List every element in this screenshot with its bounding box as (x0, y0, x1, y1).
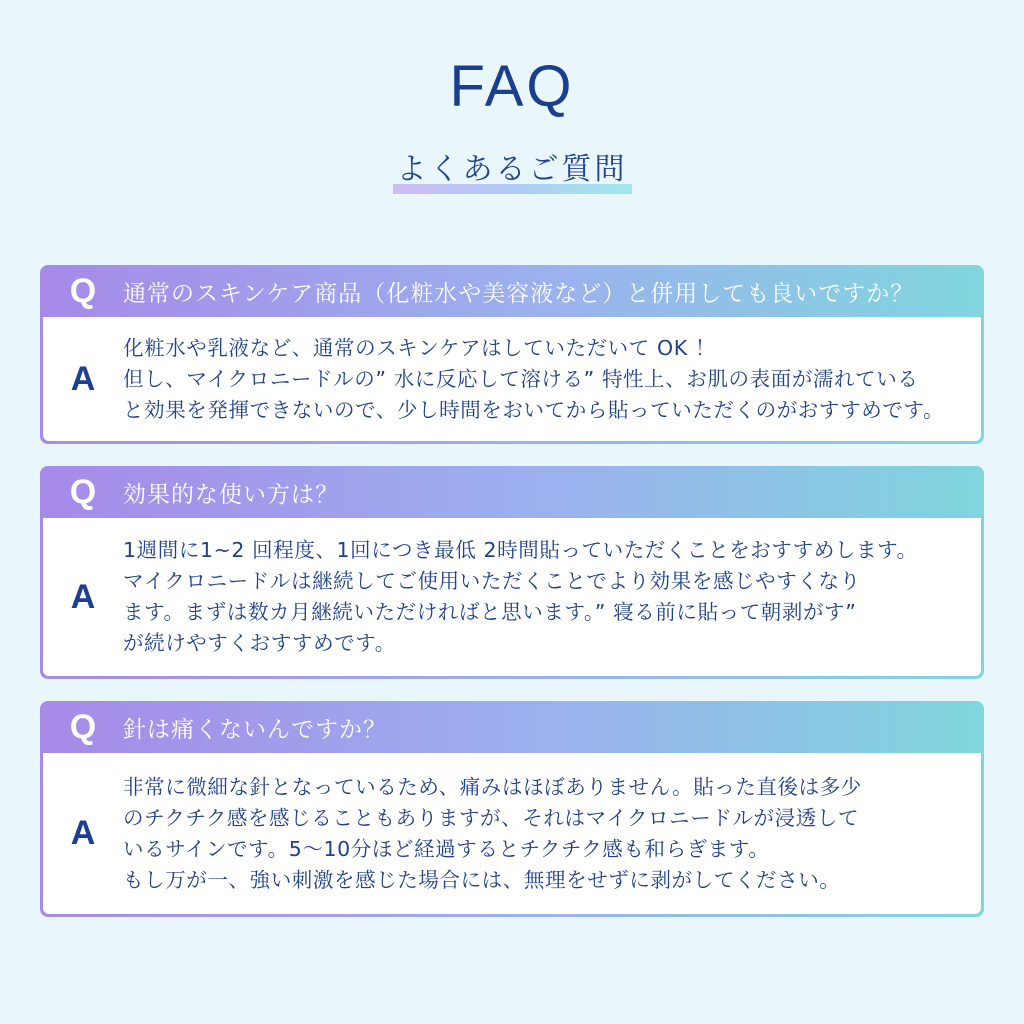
answer-mark-label: A (70, 359, 96, 398)
answer-line: のチクチク感を感じることもありますが、それはマイクロニードルが浸透して (123, 805, 860, 830)
answer-line: が続けやすくおすすめです。 (123, 631, 396, 655)
faq-answer-box (43, 317, 981, 441)
answer-mark-label: A (70, 814, 96, 852)
answer-line: 非常に微細な針となっているため、痛みはほぼありません。貼った直後は多少 (123, 774, 862, 799)
answer-line: と効果を発揮できないので、少し時間をおいてから貼っていただくのがおすすめです。 (123, 397, 945, 422)
question-mark-label: Q (69, 472, 97, 511)
faq-question-row (43, 466, 981, 518)
answer-line: ます。まずは数カ月継続いただければと思います。” 寝る前に貼って朝剥がす” (123, 600, 857, 624)
answer-mark-label: A (70, 577, 96, 616)
faq-answer (123, 772, 876, 896)
answer-line: 化粧水や乳液など、通常のスキンケアはしていただいて OK ！ (123, 335, 716, 360)
question-mark-label: Q (69, 707, 97, 746)
faq-item (40, 701, 984, 917)
faq-item (40, 466, 984, 679)
faq-question: 効果的な使い方は？ (123, 481, 339, 508)
faq-answer-box (43, 753, 981, 914)
faq-item (40, 265, 984, 444)
answer-line: 但し、マイクロニードルの” 水に反応して溶ける” 特性上、お肌の表面が濡れている (123, 366, 919, 391)
answer-line: マイクロニードルは継続してご使用いただくことでより効果を感じやすくなり (123, 569, 861, 593)
faq-question-row (43, 265, 981, 317)
faq-answer (123, 333, 958, 426)
page-title: FAQ (449, 54, 575, 119)
faq-answer (123, 535, 932, 659)
answer-line: 1週間に1~2 回程度、1回につき最低 2時間貼っていただくことをおすすめします。 (123, 538, 918, 562)
answer-line: いるサインです。5〜10分ほど経過するとチクチク感も和らぎます。 (123, 836, 770, 861)
faq-question: 針は痛くないんですか？ (123, 716, 387, 743)
page-subtitle: よくあるご質問 (393, 150, 632, 190)
answer-line: もし万が一、強い刺激を感じた場合には、無理をせずに剥がしてください。 (123, 867, 841, 892)
faq-answer-box (43, 518, 981, 676)
question-mark-label: Q (69, 271, 97, 310)
faq-question: 通常のスキンケア商品（化粧水や美容液など）と併用しても良いですか？ (123, 280, 915, 307)
faq-question-row (43, 701, 981, 753)
